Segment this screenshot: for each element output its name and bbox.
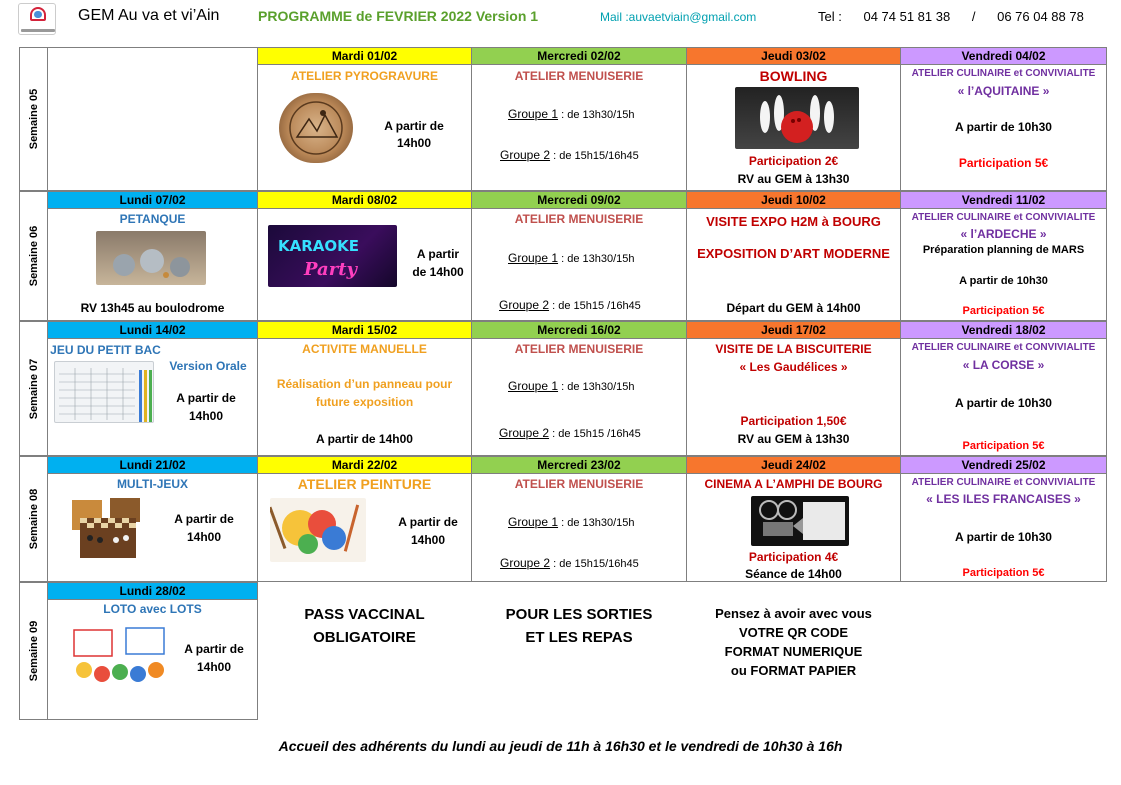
activity-title: BOWLING	[759, 68, 828, 84]
activity-title: ATELIER CULINAIRE et CONVIVIALITE	[911, 212, 1096, 223]
activity-title: JEU DU PETIT BAC	[50, 343, 161, 357]
activity-title: ATELIER MENUISERIE	[514, 69, 644, 83]
w06-mardi-header: Mardi 08/02	[257, 191, 472, 209]
activity-subtitle: Version Orale	[169, 359, 247, 373]
sorties-line2: ET LES REPAS	[525, 629, 633, 646]
week-label-09: Semaine 09	[19, 582, 48, 720]
activity-title: ATELIER CULINAIRE et CONVIVIALITE	[911, 68, 1096, 79]
w08-lundi-header: Lundi 21/02	[47, 456, 258, 474]
price: Participation 5€	[962, 305, 1045, 317]
bowling-image	[735, 87, 859, 149]
phone-1[interactable]: 04 74 51 81 38	[863, 9, 951, 24]
contact-phones	[818, 9, 1102, 24]
activity-title: VISITE EXPO H2M à BOURG	[706, 214, 881, 229]
petanque-image	[96, 231, 206, 285]
svg-text:KARAOKE: KARAOKE	[278, 237, 360, 255]
group-2: Groupe 2 : de 15h15/16h45	[500, 148, 639, 162]
phone-separator: /	[971, 9, 976, 24]
w07-mercredi-header: Mercredi 16/02	[471, 321, 687, 339]
activity-title: ACTIVITE MANUELLE	[302, 342, 427, 356]
w05-mercredi-header: Mercredi 02/02	[471, 47, 687, 65]
time-line2: de 14h00	[412, 265, 464, 279]
w07-jeudi-header: Jeudi 17/02	[686, 321, 901, 339]
w05-mercredi-cell	[471, 64, 687, 191]
session-time: Séance de 14h00	[745, 567, 842, 581]
time-line2: 14h00	[196, 660, 232, 674]
karaoke-party-image	[268, 225, 397, 287]
w08-jeudi-header: Jeudi 24/02	[686, 456, 901, 474]
w06-lundi-cell	[47, 208, 258, 321]
time: A partir de 14h00	[316, 432, 413, 446]
w08-mercredi-header: Mercredi 23/02	[471, 456, 687, 474]
w08-mardi-cell	[257, 473, 472, 582]
time-line1: A partir de	[176, 391, 236, 405]
activity-title: MULTI-JEUX	[116, 477, 189, 491]
w07-lundi-cell	[47, 338, 258, 456]
phone-2[interactable]: 06 76 04 88 78	[997, 9, 1084, 24]
time-line1: A partir de	[384, 119, 444, 133]
group-1: Groupe 1 : de 13h30/15h	[508, 515, 635, 529]
multi-jeux-image	[70, 494, 144, 560]
activity-title: ATELIER MENUISERIE	[514, 342, 644, 356]
price: Participation 5€	[958, 156, 1049, 170]
w06-mardi-cell	[257, 208, 472, 321]
w08-vendredi-header: Vendredi 25/02	[900, 456, 1107, 474]
activity-title: ATELIER MENUISERIE	[514, 477, 644, 491]
group-1: Groupe 1 : de 13h30/15h	[508, 107, 635, 121]
group-2: Groupe 2 : de 15h15 /16h45	[499, 426, 641, 440]
qr-line2: VOTRE QR CODE	[738, 625, 849, 640]
w05-jeudi-header: Jeudi 03/02	[686, 47, 901, 65]
w07-vendredi-header: Vendredi 18/02	[900, 321, 1107, 339]
activity-title: VISITE DE LA BISCUITERIE	[715, 342, 872, 356]
week-label-08: Semaine 08	[19, 456, 48, 582]
w06-vendredi-cell	[900, 208, 1107, 321]
group-2: Groupe 2 : de 15h15/16h45	[500, 556, 639, 570]
w07-jeudi-cell	[686, 338, 901, 456]
price: Participation 4€	[748, 550, 839, 564]
w06-mercredi-cell	[471, 208, 687, 321]
activity-subtitle: « l’ARDECHE »	[960, 227, 1047, 241]
w05-mardi-cell	[257, 64, 472, 191]
qr-line4: ou FORMAT PAPIER	[730, 663, 857, 678]
cinema-image	[751, 496, 849, 546]
petit-bac-image	[54, 361, 154, 423]
time-line1: A partir	[416, 247, 460, 261]
group-1: Groupe 1 : de 13h30/15h	[508, 379, 635, 393]
w05-lundi-empty	[47, 47, 258, 191]
w06-jeudi-header: Jeudi 10/02	[686, 191, 901, 209]
activity-title: CINEMA A L’AMPHI DE BOURG	[704, 477, 883, 491]
pass-vaccinal-line2: OBLIGATOIRE	[313, 629, 416, 646]
activity-title: ATELIER PYROGRAVURE	[291, 69, 438, 83]
time-line2: 14h00	[410, 533, 446, 547]
time: A partir de 10h30	[955, 396, 1052, 410]
w06-lundi-header: Lundi 07/02	[47, 191, 258, 209]
w07-vendredi-cell	[900, 338, 1107, 456]
svg-text:Party: Party	[304, 259, 357, 280]
w07-mercredi-cell	[471, 338, 687, 456]
qr-line3: FORMAT NUMERIQUE	[724, 644, 863, 659]
gem-logo	[18, 3, 56, 35]
time: A partir de 10h30	[955, 530, 1052, 544]
time-line1: A partir de	[184, 642, 244, 656]
activity-subtitle: « LA CORSE »	[962, 358, 1045, 372]
opening-hours-footer: Accueil des adhérents du lundi au jeudi de 11h à 16h30 et le vendredi de 10h30 à 16h	[278, 738, 843, 754]
activity-title: PETANQUE	[119, 212, 186, 226]
time-line2: 14h00	[396, 136, 432, 150]
qr-line1: Pensez à avoir avec vous	[715, 606, 872, 621]
group-2: Groupe 2 : de 15h15 /16h45	[499, 298, 641, 312]
sorties-line1: POUR LES SORTIES	[505, 606, 653, 623]
loto-image	[70, 626, 170, 688]
time: A partir de 10h30	[955, 120, 1052, 134]
price: Participation 2€	[748, 154, 839, 168]
w08-jeudi-cell	[686, 473, 901, 582]
description-line1: Réalisation d’un panneau pour	[276, 377, 453, 391]
activity-title: LOTO avec LOTS	[103, 602, 202, 616]
time-line1: A partir de	[398, 515, 458, 529]
activity-subtitle: « LES ILES FRANCAISES »	[926, 492, 1081, 506]
w05-mardi-header: Mardi 01/02	[257, 47, 472, 65]
price: Participation 1,50€	[740, 414, 847, 428]
w08-mardi-header: Mardi 22/02	[257, 456, 472, 474]
week-label-05: Semaine 05	[19, 47, 48, 191]
w05-vendredi-header: Vendredi 04/02	[900, 47, 1107, 65]
w07-mardi-header: Mardi 15/02	[257, 321, 472, 339]
peinture-image	[270, 498, 366, 562]
pyrogravure-image	[279, 93, 353, 163]
activity-subtitle: « Les Gaudélices »	[739, 360, 848, 374]
w09-lundi-cell	[47, 599, 258, 720]
pass-vaccinal-line1: PASS VACCINAL	[304, 606, 425, 623]
departure: Départ du GEM à 14h00	[726, 301, 861, 315]
price: Participation 5€	[962, 567, 1045, 579]
time: A partir de 10h30	[959, 275, 1048, 287]
w06-jeudi-cell	[686, 208, 901, 321]
group-1: Groupe 1 : de 13h30/15h	[508, 251, 635, 265]
week-label-06: Semaine 06	[19, 191, 48, 321]
activity-subtitle: EXPOSITION D’ART MODERNE	[697, 246, 890, 261]
w09-lundi-header: Lundi 28/02	[47, 582, 258, 600]
time-line2: 14h00	[188, 409, 224, 423]
page-header	[0, 0, 1121, 38]
contact-email[interactable]: Mail :auvaetviain@gmail.com	[600, 10, 757, 24]
price: Participation 5€	[962, 440, 1045, 452]
w08-lundi-cell	[47, 473, 258, 582]
w06-vendredi-header: Vendredi 11/02	[900, 191, 1107, 209]
week-label-07: Semaine 07	[19, 321, 48, 456]
activity-title: ATELIER PEINTURE	[297, 476, 432, 492]
activity-title: ATELIER CULINAIRE et CONVIVIALITE	[911, 477, 1096, 488]
association-name: GEM Au va et vi’Ain	[78, 7, 220, 24]
w07-mardi-cell	[257, 338, 472, 456]
meeting-point: RV au GEM à 13h30	[737, 432, 850, 446]
w05-vendredi-cell	[900, 64, 1107, 191]
tel-label: Tel :	[818, 9, 842, 24]
activity-title: ATELIER MENUISERIE	[514, 212, 644, 226]
activity-title: ATELIER CULINAIRE et CONVIVIALITE	[911, 342, 1096, 353]
time-line2: 14h00	[186, 530, 222, 544]
w08-vendredi-cell	[900, 473, 1107, 582]
time-line1: A partir de	[174, 512, 234, 526]
description-line2: future exposition	[315, 395, 414, 409]
meeting-point: RV au GEM à 13h30	[737, 172, 850, 186]
w08-mercredi-cell	[471, 473, 687, 582]
note: Préparation planning de MARS	[922, 244, 1085, 256]
activity-subtitle: « l’AQUITAINE »	[957, 84, 1050, 98]
w07-lundi-header: Lundi 14/02	[47, 321, 258, 339]
w06-mercredi-header: Mercredi 09/02	[471, 191, 687, 209]
meeting-point: RV 13h45 au boulodrome	[80, 301, 225, 315]
w05-jeudi-cell	[686, 64, 901, 191]
programme-title: PROGRAMME de FEVRIER 2022 Version 1	[258, 8, 539, 24]
